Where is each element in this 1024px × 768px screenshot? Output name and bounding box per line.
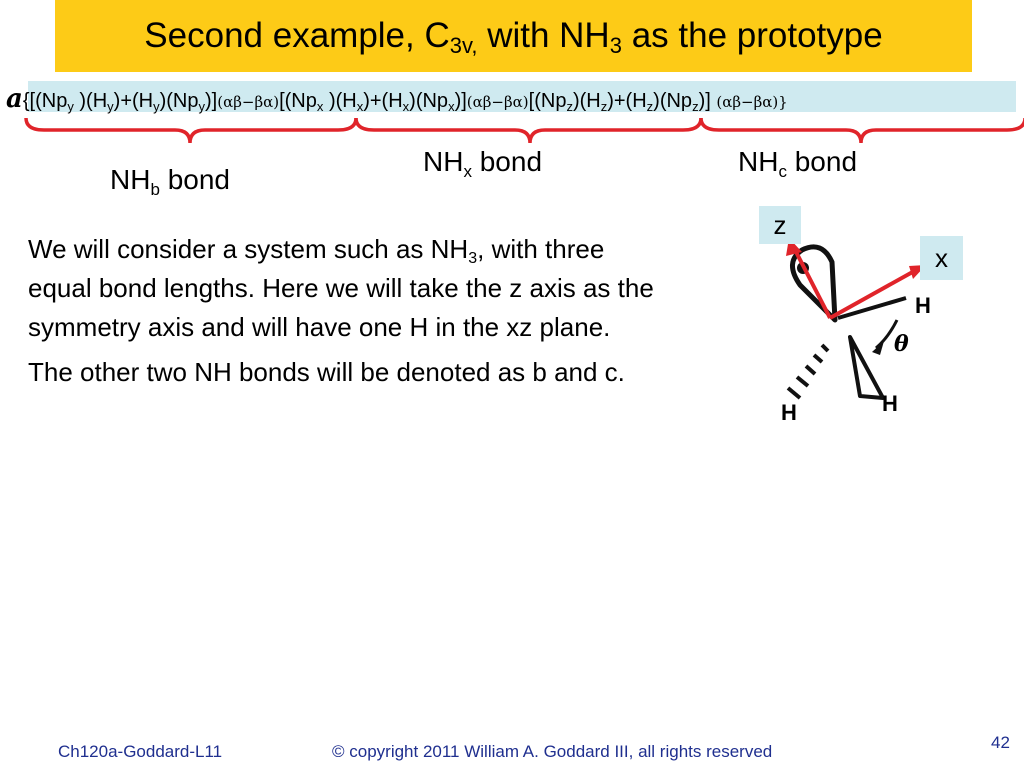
wavefunction-formula: $a\{[(Np_y$ )$(H_y)+(H_y)(Np_y)](\alpha\beta-\beta\alpha)[(Np_x$ )$(H_x)+(H_x)(Np_x)](\alpha\beta-\beta\alpha)[(Np_z)(H_z)+(H_z)(Np_z)]$ (αβ−βα)} bbox=[6, 84, 788, 114]
paragraph-system: We will consider a system such as $NH_3$, with three equal bond lengths. Here we will take the z axis as the symmetry axis and will have one H in the xz plane. bbox=[28, 234, 654, 342]
hashed-bond bbox=[788, 345, 828, 398]
z-axis-label: z bbox=[759, 206, 801, 244]
label-nhx-bond: $NH_x$ bond bbox=[423, 146, 543, 181]
label-nhc-bond: $NH_c$ bond bbox=[738, 146, 858, 181]
h-label-bottom-left: H bbox=[781, 400, 797, 425]
slide-title: Second example, $C_{3v,}$ with $NH_3$ as the prototype bbox=[144, 16, 883, 58]
x-axis-arrow bbox=[830, 269, 918, 318]
label-nhb-bond: $NH_b$ bond bbox=[110, 164, 230, 199]
x-axis-label: x bbox=[920, 236, 963, 280]
paragraph-bonds: The other two NH bonds will be denoted as b and c. bbox=[28, 357, 625, 387]
footer-course: Ch120a-Goddard-L11 bbox=[58, 742, 223, 761]
page-number: 42 bbox=[991, 733, 1010, 752]
footer-copyright: © copyright 2011 William A. Goddard III, all rights reserved bbox=[332, 742, 773, 761]
theta-label: θ bbox=[894, 331, 909, 357]
h-label-right: H bbox=[915, 293, 931, 318]
theta-arrowhead bbox=[872, 341, 884, 355]
h-label-bottom-right: H bbox=[882, 391, 898, 416]
